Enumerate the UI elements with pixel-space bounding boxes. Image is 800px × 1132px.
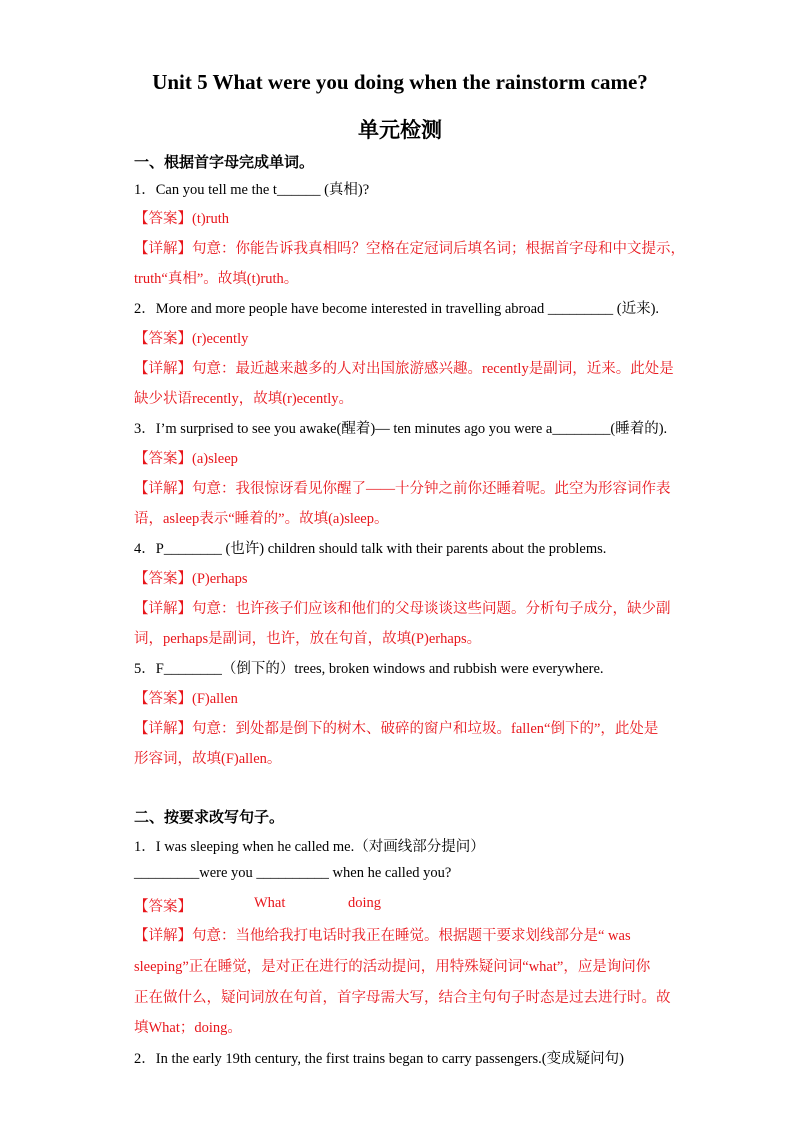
document-title: Unit 5 What were you doing when the rainstorm came? xyxy=(152,70,648,94)
explanation-4-line-2: 词，perhaps是副词，也许，放在句首，故填(P)erhaps。 xyxy=(134,631,482,647)
explanation-3-line-2: 语，asleep表示“睡着的”。故填(a)sleep。 xyxy=(134,511,389,527)
question-4: 4．P________ (也许) children should talk with their parents about the problems. xyxy=(134,541,607,557)
rewrite-explanation-1-line-4: 填What；doing。 xyxy=(134,1020,242,1036)
question-1: 1．Can you tell me the t______ (真相)? xyxy=(134,182,370,198)
answer-3: 【答案】(a)sleep xyxy=(134,451,238,467)
answer-5: 【答案】(F)allen xyxy=(134,691,238,707)
section1-heading: 一、根据首字母完成单词。 xyxy=(134,155,315,171)
explanation-5-line-1: 【详解】句意：到处都是倒下的树木、破碎的窗户和垃圾。fallen“倒下的”，此处是 xyxy=(134,721,659,737)
rewrite-question-1-blank: _________were you __________ when he called you? xyxy=(134,865,452,881)
question-2: 2．More and more people have become interested in travelling abroad _________ (近来). xyxy=(134,301,660,317)
rewrite-answer-1-label: 【答案】 xyxy=(134,899,192,915)
rewrite-explanation-1-line-3: 正在做什么，疑问词放在句首，首字母需大写，结合主句句子时态是过去进行时。故 xyxy=(134,990,671,1006)
explanation-2-line-1: 【详解】句意：最近越来越多的人对出国旅游感兴趣。recently是副词，近来。此处是 xyxy=(134,361,674,377)
rewrite-question-1: 1．I was sleeping when he called me.（对画线部分提问） xyxy=(134,839,485,855)
rewrite-question-2: 2．In the early 19th century, the first trains began to carry passengers.(变成疑问句) xyxy=(134,1051,624,1067)
rewrite-explanation-1-line-1: 【详解】句意：当他给我打电话时我正在睡觉。根据题干要求划线部分是“ was xyxy=(134,928,631,944)
explanation-2-line-2: 缺少状语recently，故填(r)ecently。 xyxy=(134,391,354,407)
document-subtitle: 单元检测 xyxy=(358,118,442,142)
answer-1: 【答案】(t)ruth xyxy=(134,211,230,227)
rewrite-explanation-1-line-2: sleeping”正在睡觉，是对正在进行的活动提问，用特殊疑问词“what”，应是询问你 xyxy=(134,959,651,975)
rewrite-answer-1-word-1: What xyxy=(254,895,286,911)
explanation-3-line-1: 【详解】句意：我很惊讶看见你醒了——十分钟之前你还睡着呢。此空为形容词作表 xyxy=(134,481,671,497)
answer-2: 【答案】(r)ecently xyxy=(134,331,249,347)
answer-4: 【答案】(P)erhaps xyxy=(134,571,248,587)
explanation-1-line-2: truth“真相”。故填(t)ruth。 xyxy=(134,271,299,287)
rewrite-answer-1-word-2: doing xyxy=(348,895,382,911)
question-3: 3．I’m surprised to see you awake(醒着)— ten minutes ago you were a________(睡着的). xyxy=(134,421,668,437)
explanation-4-line-1: 【详解】句意：也许孩子们应该和他们的父母谈谈这些问题。分析句子成分，缺少副 xyxy=(134,601,671,617)
section2-heading: 二、按要求改写句子。 xyxy=(134,810,285,826)
explanation-5-line-2: 形容词，故填(F)allen。 xyxy=(134,751,282,767)
question-5: 5．F________（倒下的）trees, broken windows and rubbish were everywhere. xyxy=(134,661,604,677)
explanation-1-line-1: 【详解】句意：你能告诉我真相吗？空格在定冠词后填名词；根据首字母和中文提示， xyxy=(134,241,685,257)
